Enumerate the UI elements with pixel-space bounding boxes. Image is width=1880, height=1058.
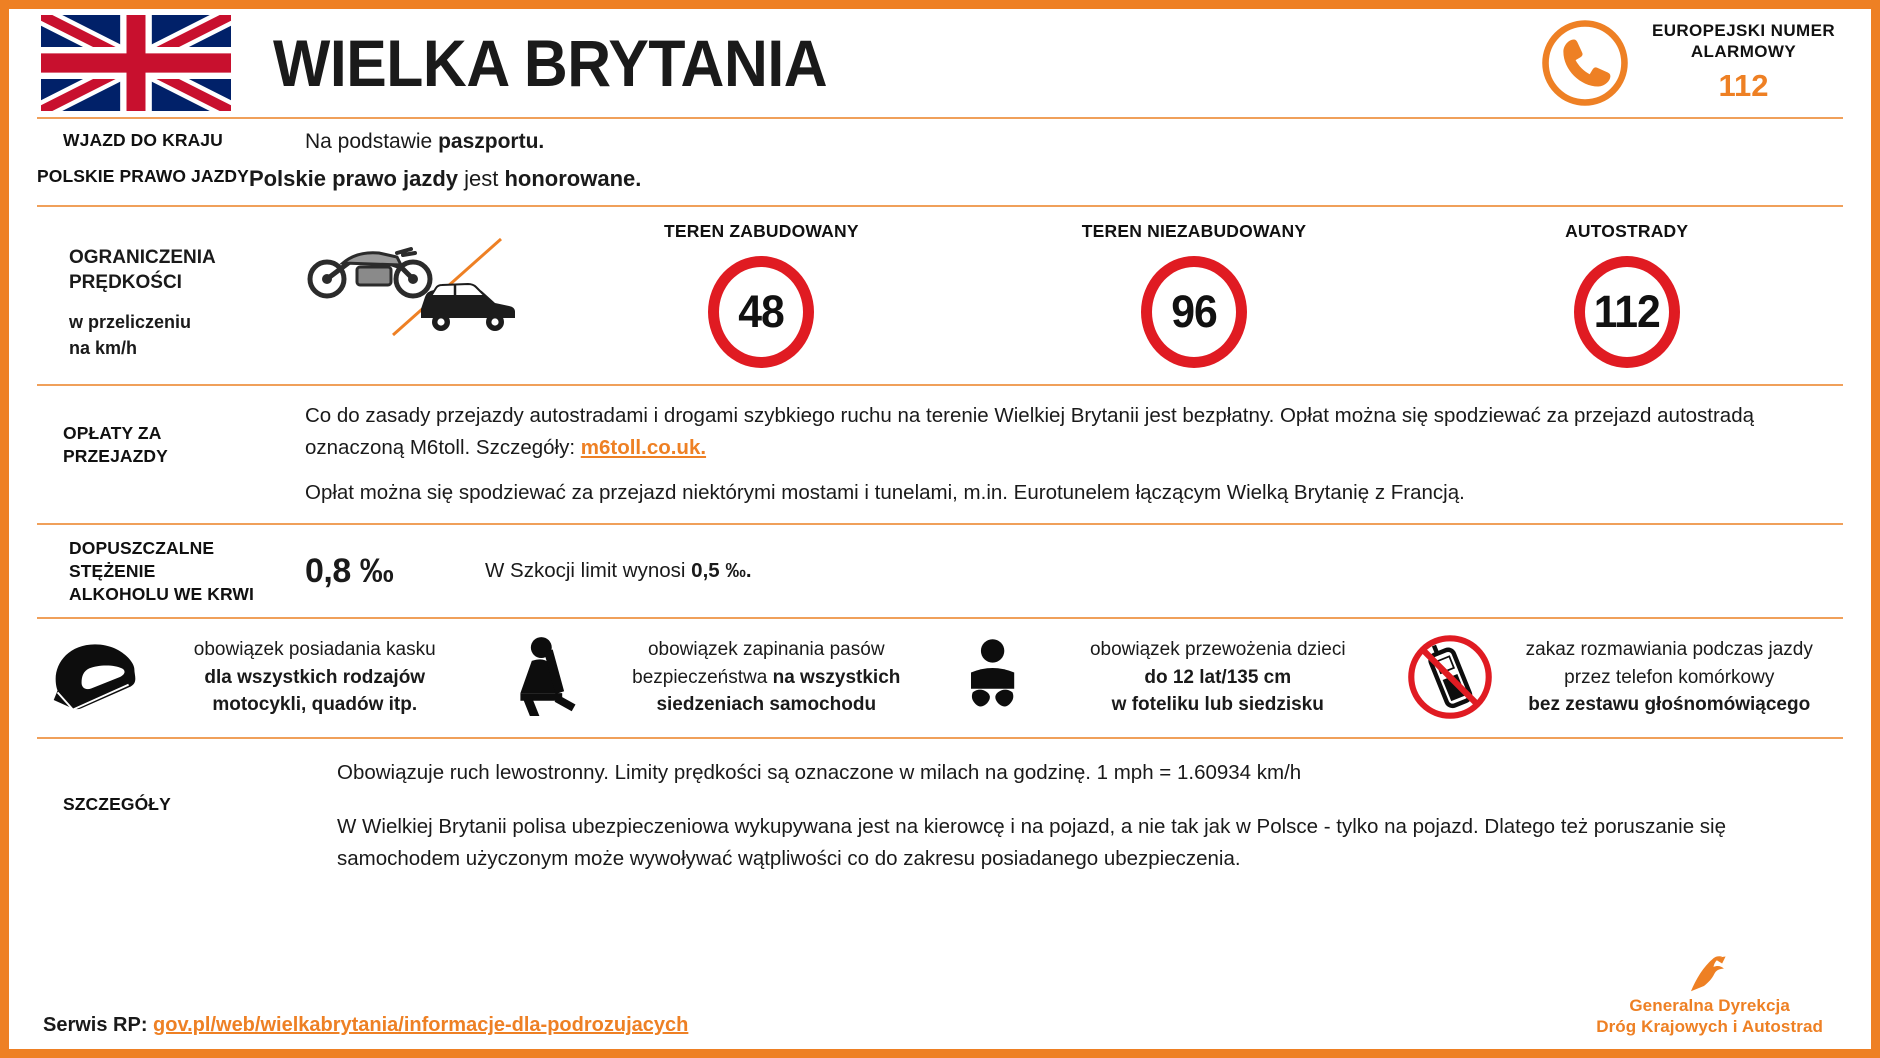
phone-icon <box>1538 16 1632 110</box>
car-icon <box>421 284 515 331</box>
seatbelt-line1: obowiązek zapinania pasów <box>647 638 885 660</box>
entry-value-bold: paszportu. <box>438 130 545 153</box>
pictogram-child-seat <box>940 636 1392 719</box>
emergency-number-block <box>1538 16 1843 110</box>
child-seat-icon <box>946 638 1050 716</box>
details-label-wrap <box>37 757 337 874</box>
emergency-label-line2: ALARMOWY <box>1690 42 1797 62</box>
m6toll-link[interactable]: m6toll.co.uk. <box>580 435 707 459</box>
speed-col-urban-header: TEREN ZABUDOWANY <box>663 220 859 241</box>
speed-sign-urban-value: 48 <box>738 285 785 337</box>
alcohol-label <box>37 537 305 605</box>
driving-license-label: POLSKIE PRAWO JAZDY <box>37 166 249 187</box>
child-line1: obowiązek przewożenia dzieci <box>1089 638 1346 660</box>
phone-line2: przez telefon komórkowy <box>1564 666 1775 688</box>
alcohol-limit-value: 0,8 ‰ <box>305 551 394 590</box>
vehicle-icons-group <box>305 227 545 343</box>
alcohol-label-line2: ALKOHOLU WE KRWI <box>69 583 255 604</box>
seatbelt-icon <box>495 636 599 718</box>
tolls-paragraph-1 <box>305 400 1833 464</box>
tolls-label-line1: OPŁATY ZA <box>63 422 162 443</box>
speed-label-line2: PRĘDKOŚCI <box>69 272 182 294</box>
child-line3: w foteliku lub siedzisku <box>1111 694 1324 716</box>
speed-sign-rural <box>1141 256 1247 368</box>
motorcycle-icon <box>310 249 430 296</box>
speed-sign-urban <box>708 256 814 368</box>
speed-limits-section <box>37 207 1843 384</box>
phone-line3: bez zestawu głośnomówiącego <box>1528 694 1811 716</box>
gddkia-line1: Generalna Dyrekcja <box>1629 995 1790 1015</box>
speed-sign-motorway <box>1574 256 1680 368</box>
alcohol-note-bold: 0,5 ‰. <box>691 559 752 583</box>
helmet-line1: obowiązek posiadania kasku <box>193 638 436 660</box>
helmet-icon <box>43 638 147 716</box>
helmet-line2: dla wszystkich rodzajów <box>204 666 426 688</box>
tolls-paragraph-1-text: Co do zasady przejazdy autostradami i drogami szybkiego ruchu na terenie Wielkiej Brytanii jest bezpłatny. Opłat można się spodziewać za przejazd autostradą oznaczoną M6toll. Szczegóły: <box>305 403 1755 459</box>
pictogram-helmet-text <box>147 636 483 719</box>
emergency-number-value: 112 <box>1718 68 1769 104</box>
alcohol-note <box>485 559 752 583</box>
page-title: WIELKA BRYTANIA <box>273 26 828 100</box>
entry-value-plain: Na podstawie <box>305 130 439 153</box>
alcohol-label-line1: DOPUSZCZALNE STĘŻENIE <box>69 538 215 581</box>
driving-license-value <box>249 165 641 193</box>
speed-col-urban <box>545 221 978 368</box>
serwis-rp-line <box>43 1014 688 1037</box>
license-part2: jest <box>458 166 505 192</box>
pictogram-child-seat-text <box>1050 636 1386 719</box>
speed-label-line4: na km/h <box>69 338 138 359</box>
no-mobile-phone-icon <box>1398 633 1502 721</box>
driving-license-row <box>37 161 1843 205</box>
speed-label-line3: w przeliczeniu <box>69 312 192 333</box>
child-line2: do 12 lat/135 cm <box>1144 666 1292 688</box>
pictogram-no-phone <box>1392 633 1844 721</box>
details-label: SZCZEGÓŁY <box>63 794 171 815</box>
serwis-rp-link[interactable]: gov.pl/web/wielkabrytania/informacje-dla-podrozujacych <box>153 1014 689 1036</box>
pictogram-seatbelt <box>489 636 941 719</box>
gddkia-bird-icon <box>1596 951 1823 995</box>
license-part1: Polskie prawo jazdy <box>248 166 459 192</box>
entry-requirements-row <box>37 119 1843 161</box>
license-part3: honorowane. <box>504 166 642 192</box>
tolls-paragraph-2: Opłat można się spodziewać za przejazd niektórymi mostami i tunelami, m.in. Eurotunelem łączącym Wielką Brytanię z Francją. <box>305 481 1465 505</box>
page-footer <box>9 951 1871 1050</box>
alcohol-note-text: W Szkocji limit wynosi <box>485 559 692 583</box>
phone-line1: zakaz rozmawiania podczas jazdy <box>1525 638 1813 660</box>
gddkia-logo <box>1596 951 1839 1038</box>
speed-limits-label <box>37 221 305 361</box>
speed-col-rural-header: TEREN NIEZABUDOWANY <box>1081 220 1307 241</box>
helmet-line3: motocykli, quadów itp. <box>212 694 418 716</box>
gddkia-line2: Dróg Krajowych i Autostrad <box>1596 1016 1823 1036</box>
entry-requirements-value <box>305 129 544 155</box>
speed-sign-rural-value: 96 <box>1171 285 1217 337</box>
speed-col-rural <box>978 221 1411 368</box>
tolls-section <box>37 386 1843 523</box>
serwis-rp-label: Serwis RP: <box>43 1014 154 1036</box>
uk-flag-icon <box>41 15 231 111</box>
seatbelt-line2a: bezpieczeństwa <box>632 666 773 688</box>
alcohol-limit-section <box>37 525 1843 617</box>
tolls-label-line2: PRZEJAZDY <box>63 445 168 466</box>
seatbelt-line2b: na wszystkich <box>772 666 901 688</box>
pictogram-helmet <box>37 636 489 719</box>
speed-limit-columns <box>545 221 1843 368</box>
details-paragraph-1: Obowiązuje ruch lewostronny. Limity prędkości są oznaczone w milach na godzinę. 1 mph = 1.60934 km/h <box>337 761 1302 785</box>
page-header <box>37 9 1843 117</box>
pictogram-row <box>37 619 1843 737</box>
speed-col-motorway-header: AUTOSTRADY <box>1565 220 1689 241</box>
speed-label-line1: OGRANICZENIA <box>69 246 216 268</box>
speed-sign-motorway-value: 112 <box>1593 285 1660 337</box>
entry-requirements-label: WJAZD DO KRAJU <box>63 130 223 150</box>
seatbelt-line3: siedzeniach samochodu <box>656 694 877 716</box>
speed-col-motorway <box>1410 221 1843 368</box>
details-section <box>37 739 1843 874</box>
tolls-label <box>37 400 305 509</box>
details-paragraph-2: W Wielkiej Brytanii polisa ubezpieczeniowa wykupywana jest na kierowcę i na pojazd, a nie tak jak w Polsce - tylko na pojazd. Dlatego też poruszanie się samochodem użyczonym może wywoływać wątpliwości co do zakresu posiadanego ubezpieczenia. <box>337 815 1726 870</box>
emergency-label-line1: EUROPEJSKI NUMER <box>1651 20 1835 40</box>
pictogram-no-phone-text <box>1502 636 1838 719</box>
pictogram-seatbelt-text <box>599 636 935 719</box>
